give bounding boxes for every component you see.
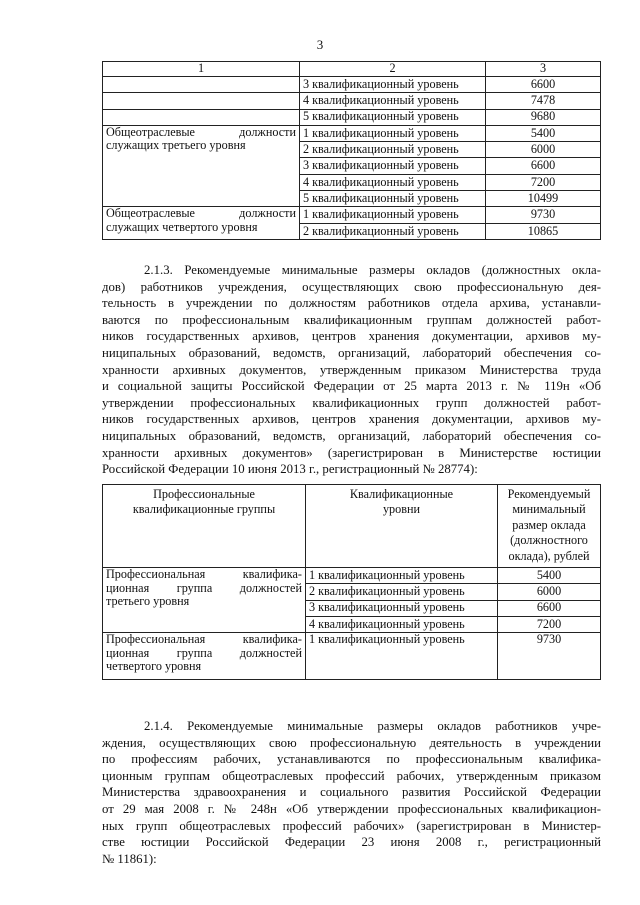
text-line: и социальной защиты Российской Федерации от 25 марта 2013 г. № 119н «Об bbox=[102, 379, 601, 394]
text-line: ниципальных образований, ведомств, организаций, лабораторий обеспечения со- bbox=[102, 345, 601, 360]
salary-cell: 6000 bbox=[486, 142, 601, 158]
header-line: (должностного bbox=[510, 533, 588, 548]
header-line: Квалификационные bbox=[349, 487, 454, 501]
group-label: четвертого уровня bbox=[106, 659, 202, 674]
text-line: дов) работников учреждения, осуществляющих свою профессиональную дея- bbox=[102, 279, 601, 294]
group-label: Профессиональная квалифика- bbox=[106, 632, 302, 647]
salary-cell: 9730 bbox=[486, 207, 601, 223]
level-cell: 4 квалификационный уровень bbox=[306, 616, 498, 632]
table-row bbox=[103, 207, 601, 223]
salary-cell: 10865 bbox=[486, 223, 601, 239]
text-line: 2.1.4. Рекомендуемые минимальные размеры окладов работников учре- bbox=[144, 719, 601, 733]
column-header: 1 bbox=[103, 62, 300, 77]
table-header-row bbox=[103, 62, 601, 77]
text-line: Российской Федерации 10 июня 2013 г., регистрационный № 28774): bbox=[102, 462, 478, 477]
salary-cell: 9730 bbox=[498, 633, 601, 680]
level-cell: 5 квалификационный уровень bbox=[300, 109, 486, 125]
level-cell: 3 квалификационный уровень bbox=[300, 158, 486, 174]
level-cell: 3 квалификационный уровень bbox=[306, 600, 498, 616]
text-line: ниципальных образований, ведомств, организаций, лабораторий обеспечения со- bbox=[102, 428, 601, 443]
paragraph-2-1-3 bbox=[102, 262, 601, 478]
group-cell bbox=[103, 568, 306, 633]
level-cell: 1 квалификационный уровень bbox=[300, 125, 486, 141]
level-cell: 4 квалификационный уровень bbox=[300, 174, 486, 190]
salary-cell: 5400 bbox=[486, 125, 601, 141]
group-cell bbox=[103, 633, 306, 680]
salary-cell: 7200 bbox=[486, 174, 601, 190]
salary-cell: 6600 bbox=[498, 600, 601, 616]
column-header-groups bbox=[103, 485, 306, 568]
level-cell: 1 квалификационный уровень bbox=[306, 568, 498, 584]
level-cell: 2 квалификационный уровень bbox=[300, 223, 486, 239]
salary-cell: 6600 bbox=[486, 158, 601, 174]
group-label: Профессиональная квалифика- bbox=[106, 567, 302, 582]
table-row bbox=[103, 77, 601, 93]
empty-cell bbox=[103, 109, 300, 125]
text-line: ников государственных архивов, центров хранения документации, архивов му- bbox=[102, 329, 601, 344]
level-cell: 5 квалификационный уровень bbox=[300, 191, 486, 207]
level-cell: 4 квалификационный уровень bbox=[300, 93, 486, 109]
text-line: ждения, осуществляющих свою профессиональную деятельность в учреждении bbox=[102, 735, 601, 750]
text-line: ных групп общеотраслевых профессий рабочих» (зарегистрирован в Министер- bbox=[102, 818, 601, 833]
column-header-salary bbox=[498, 485, 601, 568]
text-line: стве юстиции Российской Федерации 23 июня 2008 г., регистрационный bbox=[102, 835, 601, 850]
text-line: ников государственных архивов, центров хранения документации, архивов му- bbox=[102, 412, 601, 427]
text-line: от 29 мая 2008 г. № 248н «Об утверждении профессиональных квалификацион- bbox=[102, 801, 601, 816]
text-line: утверждении профессиональных квалификационных групп должностей работ- bbox=[102, 395, 601, 410]
text-line: хранности архивных документов, утвержденным приказом Министерства труда bbox=[102, 362, 601, 377]
group-label: ционная группа должностей bbox=[106, 645, 302, 660]
table-row bbox=[103, 125, 601, 141]
group-label: служащих четвертого уровня bbox=[106, 219, 258, 234]
salary-table-archive bbox=[102, 484, 601, 680]
level-cell: 2 квалификационный уровень bbox=[300, 142, 486, 158]
header-line: уровни bbox=[382, 502, 421, 517]
page-number: 3 bbox=[316, 37, 324, 52]
group-cell bbox=[103, 125, 300, 206]
text-line: ционным группам общеотраслевых профессий рабочих, утвержденным приказом bbox=[102, 768, 601, 783]
group-label: Общеотраслевые должности bbox=[106, 206, 296, 221]
text-line: хранности архивных документов» (зарегистрирован в Министерстве юстиции bbox=[102, 445, 601, 460]
column-header-levels bbox=[306, 485, 498, 568]
group-label: третьего уровня bbox=[106, 594, 190, 609]
empty-cell bbox=[103, 93, 300, 109]
table-row bbox=[103, 633, 601, 680]
level-cell: 1 квалификационный уровень bbox=[306, 633, 498, 680]
group-label: Общеотраслевые должности bbox=[106, 124, 296, 139]
group-label: служащих третьего уровня bbox=[106, 138, 246, 153]
paragraph-2-1-4 bbox=[102, 718, 601, 867]
salary-table-general bbox=[102, 61, 601, 240]
table-row bbox=[103, 109, 601, 125]
salary-cell: 6600 bbox=[486, 77, 601, 93]
salary-cell: 7478 bbox=[486, 93, 601, 109]
text-line: Министерства здравоохранения и социального развития Российской Федерации bbox=[102, 785, 601, 800]
salary-cell: 5400 bbox=[498, 568, 601, 584]
empty-cell bbox=[103, 77, 300, 93]
salary-cell: 7200 bbox=[498, 616, 601, 632]
header-line: размер оклада bbox=[512, 517, 586, 532]
text-line: ваются по профессиональным квалификационным группам должностей работ- bbox=[102, 312, 601, 327]
header-line: Профессиональные bbox=[153, 487, 255, 501]
group-label: ционная группа должностей bbox=[106, 580, 302, 595]
column-header: 2 bbox=[300, 62, 486, 77]
level-cell: 2 квалификационный уровень bbox=[306, 584, 498, 600]
column-header: 3 bbox=[486, 62, 601, 77]
text-line: 2.1.3. Рекомендуемые минимальные размеры окладов (должностных окла- bbox=[144, 263, 601, 277]
table-row bbox=[103, 93, 601, 109]
table-header-row bbox=[103, 485, 601, 568]
header-line: квалификационные группы bbox=[132, 502, 276, 517]
salary-cell: 6000 bbox=[498, 584, 601, 600]
text-line: тельность в учреждении по должностям работников отдела архива, устанавли- bbox=[102, 296, 601, 311]
text-line: № 11861): bbox=[102, 851, 157, 866]
level-cell: 1 квалификационный уровень bbox=[300, 207, 486, 223]
salary-cell: 10499 bbox=[486, 191, 601, 207]
group-cell bbox=[103, 207, 300, 240]
header-line: оклада), рублей bbox=[508, 548, 590, 563]
salary-cell: 9680 bbox=[486, 109, 601, 125]
text-line: по профессиям рабочих, устанавливаются по профессиональным квалифика- bbox=[102, 752, 601, 767]
header-line: минимальный bbox=[512, 502, 586, 517]
header-line: Рекомендуемый bbox=[507, 487, 591, 501]
table-row bbox=[103, 568, 601, 584]
level-cell: 3 квалификационный уровень bbox=[300, 77, 486, 93]
